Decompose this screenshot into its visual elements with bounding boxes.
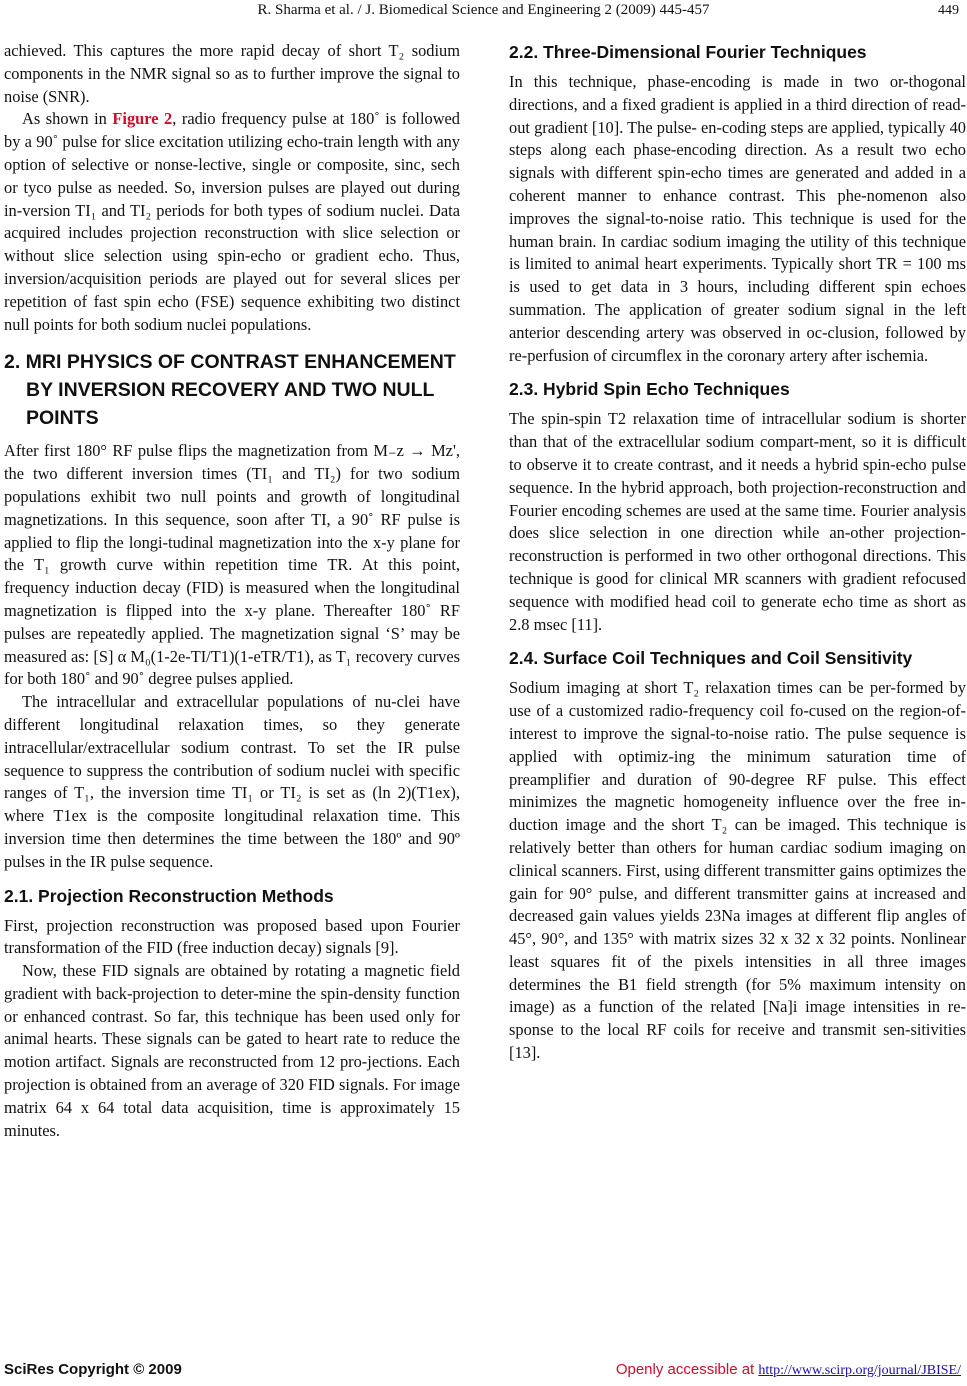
paragraph: After first 180° RF pulse flips the magnetization from M₋z → Mz', the two different inversion times (TI₁ and TI₂) for two sodium populations exhibit two null points and growth of longitudinal magnetizations. In this sequence, soon after TI, a 90˚ RF pulse is applied to flip the longi-tudinal magnetization into the x-y plane for the T₁ growth curve within repetition time TR. At this point, frequency induction decay (FID) is measured when the longitudinal magnetization is flipped into the x-y plane. Thereafter 180˚ RF pulses are repeatedly applied. The magnetization signal ‘S’ may be measured as: [S] α M₀(1-2e-TI/T1)(1-eTR/T1), as T₁ recovery curves for both 180˚ and 90˚ degree pulses applied. [4,441,460,689]
open-access-note [616,1361,961,1379]
running-title: R. Sharma et al. / J. Biomedical Science and Engineering 2 (2009) 445-457 [257,2,710,18]
paragraph: achieved. This captures the more rapid decay of short T₂ sodium components in the NMR signal so as to further improve the signal to noise (SNR). [4,41,460,106]
left-column [4,40,460,1142]
page-header [0,2,967,24]
subsection-heading: 2.4. Surface Coil Techniques and Coil Sensitivity [509,648,913,669]
subsection-heading: 2.1. Projection Reconstruction Methods [4,885,334,906]
paragraph: In this technique, phase-encoding is made in two or-thogonal directions, and a fixed gradient is applied in a third direction of read-out gradient [10]. The pulse- en-coding steps are applied, typically 40 steps along each phase-encoding direction. As a result two echo signals with different spin-echo times are generated and added in a coherent manner to enhance contrast. This phe-nomenon also improves the signal-to-noise ratio. This technique is used for the human brain. In cardiac sodium imaging the utility of this technique is limited to animal heart experiments. Typically short TR = 100 ms is used to get data in 3 hours, including different spin echoes summation. The application of greater sodium signal in the left anterior descending artery was observed in oc-clusion, followed by re-perfusion of circumflex in the coronary artery after ischemia. [509,72,966,365]
paragraph: The intracellular and extracellular populations of nu-clei have different longitudinal relaxation times, so they generate intracellular/extracellular sodium contrast. To set the IR pulse sequence to suppress the contribution of sodium nuclei with specific ranges of T₁, the inversion time TI₁ or TI₂ is set as (ln 2)(T1ex), where T1ex is the composite longitudinal relaxation time. This inversion time then determines the time between the 180º and 90º pulses in the IR pulse sequence. [4,692,460,871]
figure-link[interactable]: Figure 2 [112,109,173,129]
text-run: , radio frequency pulse at 180˚ is followed by a 90˚ pulse for slice excitation utilizing echo-train length with any option of selective or nonse-lective, single or composite, sinc, sech or tyco pulse as needed. So, inversion pulses are played out during in-version TI₁ and TI₂ periods for both types of sodium nuclei. Data acquired includes projection reconstruction with slice selection or without slice selection using spin-echo or gradient echo. Thus, inversion/acquisition periods are played out for several slices per repetition of fast spin echo (FSE) sequence exhibiting two distinct null points for both sodium nuclei populations. [4,109,460,334]
paragraph [4,108,460,336]
paragraph: Now, these FID signals are obtained by rotating a magnetic field gradient with back-projection to deter-mine the spin-density function or enhanced contrast. So far, this technique has been used only for animal hearts. These signals can be gated to heart rate to reduce the motion artifact. Signals are reconstructed from 12 pro-jections. Each projection is obtained from an average of 320 FID signals. For image matrix 64 x 64 total data acquisition, time is approximately 15 minutes. [4,961,460,1140]
journal-link[interactable]: http://www.scirp.org/journal/JBISE/ [758,1363,961,1378]
right-column [509,40,966,1065]
paragraph: The spin-spin T2 relaxation time of intracellular sodium is shorter than that of the extracellular sodium compart-ment, so it is difficult to observe it to create contrast, and it needs a hybrid spin-echo pulse sequence. In the hybrid approach, both projection-reconstruction and Fourier encoding schemes are used at the same time. Fourier analysis does slice selection in one direction while an-other projection-reconstruction is performed in two other orthogonal directions. This technique is good for clinical MR scanners with gradient refocused sequence with modified head coil to generate echo time as short as 2.8 msec [11]. [509,409,966,634]
page-footer [0,1359,967,1383]
subsection-heading: 2.3. Hybrid Spin Echo Techniques [509,379,790,400]
text-run: As shown in [22,109,113,129]
subsection-heading: 2.2. Three-Dimensional Fourier Techniques [509,42,867,62]
copyright: SciRes Copyright © 2009 [4,1361,182,1378]
paragraph: First, projection reconstruction was proposed based upon Fourier transformation of the FID (free induction decay) signals [9]. [4,915,460,958]
open-access-label: Openly accessible at [615,1361,759,1378]
paragraph: Sodium imaging at short T₂ relaxation times can be per-formed by use of a customized radio-frequency coil fo-cused on the region-of-interest to improve the signal-to-noise ratio. The pulse sequence is applied with optimiz-ing the minimum saturation time of preamplifier and duration of 90-degree RF pulse. This effect minimizes the magnetic homogeneity influence over the free in-duction image and the short T₂ can be imaged. This technique is relatively better than others for human cardiac sodium imaging on clinical scanners. First, using different transmitter gains optimizes the gain for 90° pulse, and different transmitter gains at increased and decreased gain values yields 23Na images at different flip angles of 45°, 90°, and 135° with matrix sizes 32 x 32 x 32 points. Nonlinear least squares fit of the pixels intensities in all three images determines the B1 field strength (for 5% maximum intensity on image) as a function of the related [Na]i image intensities in re-sponse to the local RF coils for receive and transmit sen-sitivities [13]. [509,678,966,1063]
section-heading: 2. MRI PHYSICS OF CONTRAST ENHANCEMENT BY INVERSION RECOVERY AND TWO NULL POINTS [4,351,456,430]
page-number: 449 [938,3,959,18]
